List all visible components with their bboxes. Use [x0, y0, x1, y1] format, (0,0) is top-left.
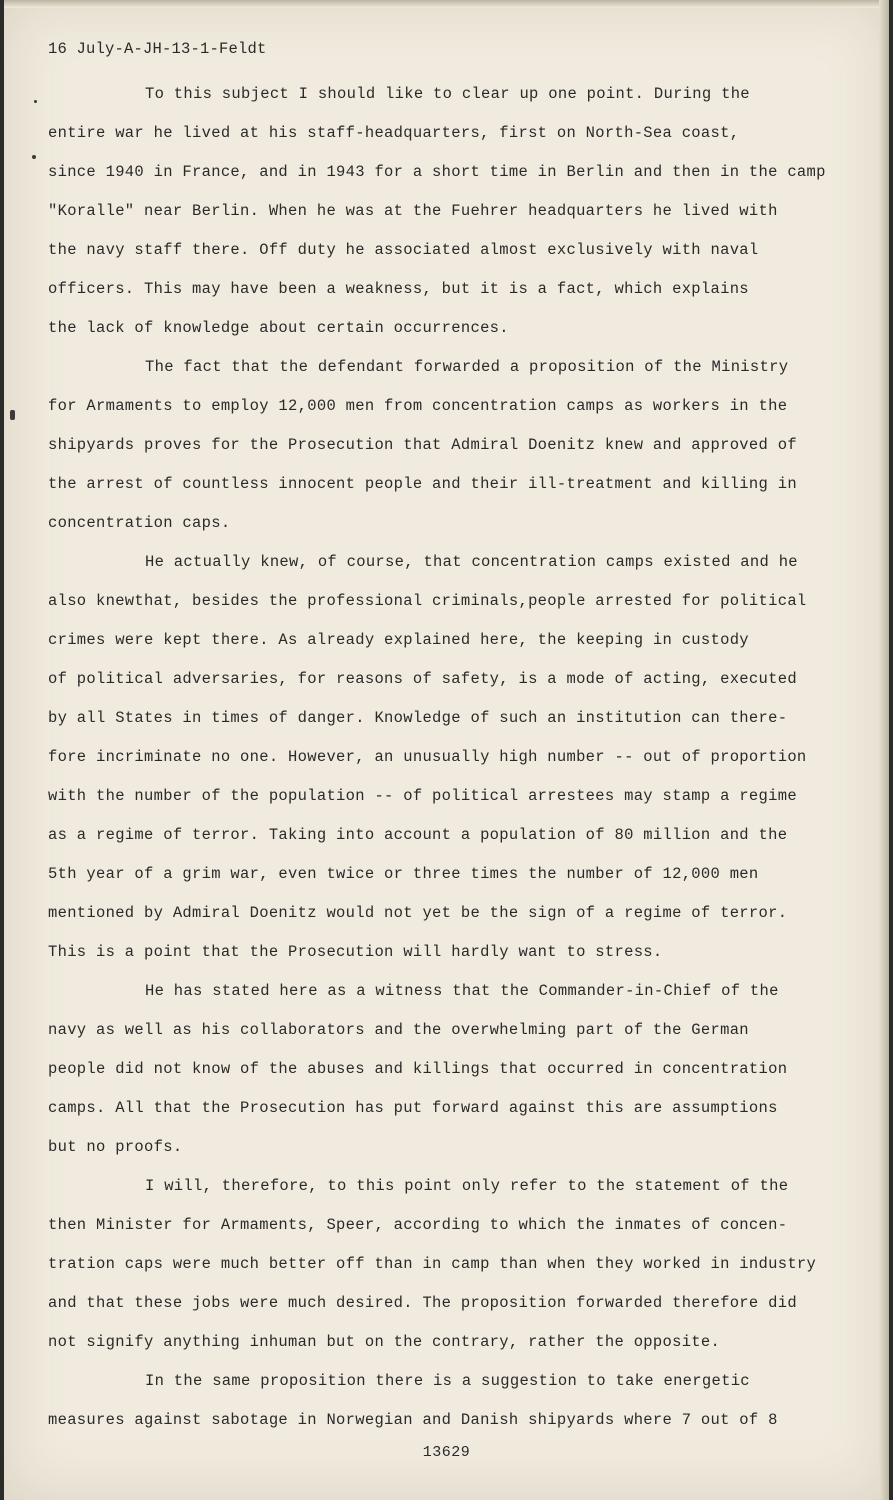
text-line: but no proofs. [48, 1138, 183, 1156]
text-line: the navy staff there. Off duty he associated almost exclusively with naval [48, 241, 759, 259]
text-line: by all States in times of danger. Knowledge of such an institution can there- [48, 709, 788, 727]
text-line: and that these jobs were much desired. The proposition forwarded therefore did [48, 1294, 797, 1312]
page-right-edge [879, 0, 889, 1500]
text-line: I will, therefore, to this point only refer to the statement of the [145, 1177, 789, 1195]
text-line: since 1940 in France, and in 1943 for a short time in Berlin and then in the camp [48, 163, 826, 181]
page-top-edge [4, 0, 889, 8]
text-line: mentioned by Admiral Doenitz would not yet be the sign of a regime of terror. [48, 904, 788, 922]
text-line: as a regime of terror. Taking into account a population of 80 million and the [48, 826, 788, 844]
document-header: 16 July-A-JH-13-1-Feldt [48, 40, 267, 58]
text-line: This is a point that the Prosecution will hardly want to stress. [48, 943, 663, 961]
document-page [4, 0, 889, 1500]
text-line: shipyards proves for the Prosecution that Admiral Doenitz knew and approved of [48, 436, 797, 454]
text-line: measures against sabotage in Norwegian and Danish shipyards where 7 out of 8 [48, 1411, 778, 1429]
text-line: people did not know of the abuses and killings that occurred in concentration [48, 1060, 788, 1078]
paper-speck [34, 100, 37, 103]
text-line: camps. All that the Prosecution has put forward against this are assumptions [48, 1099, 778, 1117]
paper-speck [32, 155, 36, 159]
paper-speck [10, 410, 15, 420]
text-line: crimes were kept there. As already explained here, the keeping in custody [48, 631, 749, 649]
text-line: "Koralle" near Berlin. When he was at the Fuehrer headquarters he lived with [48, 202, 778, 220]
text-line: He has stated here as a witness that the Commander-in-Chief of the [145, 982, 779, 1000]
text-line: for Armaments to employ 12,000 men from concentration camps as workers in the [48, 397, 788, 415]
document-body [48, 79, 838, 1444]
text-line: navy as well as his collaborators and the overwhelming part of the German [48, 1021, 749, 1039]
text-line: also knewthat, besides the professional criminals,people arrested for political [48, 592, 807, 610]
text-line: tration caps were much better off than in camp than when they worked in industry [48, 1255, 817, 1273]
text-line: The fact that the defendant forwarded a proposition of the Ministry [145, 358, 789, 376]
text-line: of political adversaries, for reasons of safety, is a mode of acting, executed [48, 670, 797, 688]
text-line: the arrest of countless innocent people and their ill-treatment and killing in [48, 475, 797, 493]
page-number: 13629 [422, 1444, 471, 1461]
text-line: with the number of the population -- of political arrestees may stamp a regime [48, 787, 797, 805]
text-line: the lack of knowledge about certain occurrences. [48, 319, 509, 337]
text-line: entire war he lived at his staff-headquarters, first on North-Sea coast, [48, 124, 740, 142]
text-line: concentration caps. [48, 514, 231, 532]
text-line: 5th year of a grim war, even twice or three times the number of 12,000 men [48, 865, 759, 883]
text-line: He actually knew, of course, that concentration camps existed and he [145, 553, 798, 571]
text-line: To this subject I should like to clear up one point. During the [145, 85, 750, 103]
text-line: In the same proposition there is a suggestion to take energetic [145, 1372, 750, 1390]
text-line: then Minister for Armaments, Speer, according to which the inmates of concen- [48, 1216, 788, 1234]
text-line: not signify anything inhuman but on the contrary, rather the opposite. [48, 1333, 721, 1351]
text-line: fore incriminate no one. However, an unusually high number -- out of proportion [48, 748, 807, 766]
text-line: officers. This may have been a weakness, but it is a fact, which explains [48, 280, 749, 298]
